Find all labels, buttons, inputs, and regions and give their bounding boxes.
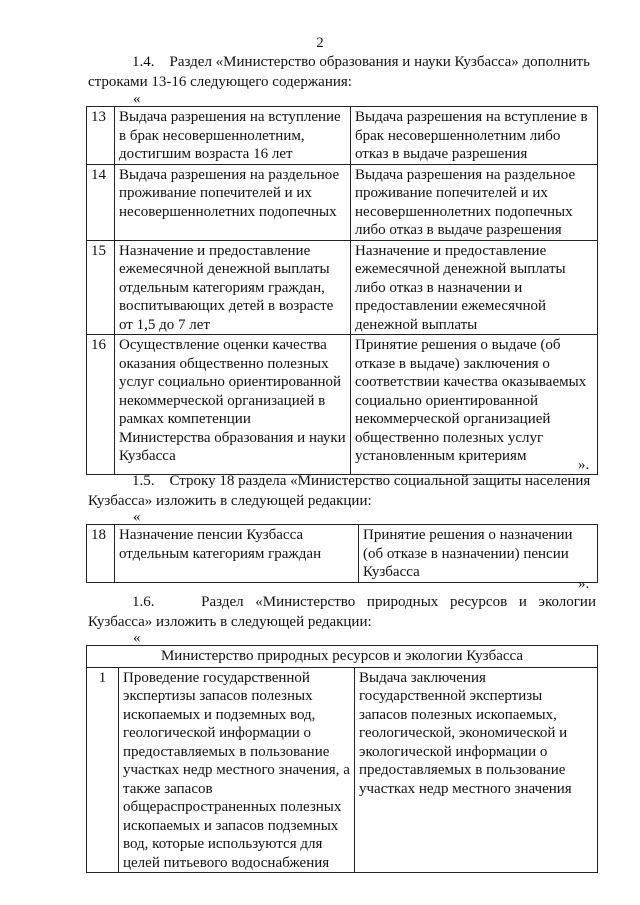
table-row xyxy=(87,240,598,335)
result-cell: Выдача разрешения на вступление в брак несовершеннолетним либо отказ в выдаче разрешения xyxy=(351,107,598,165)
row-number: 1 xyxy=(87,667,119,873)
section-1-4-line1: 1.4. Раздел «Министерство образования и науки Кузбасса» дополнить xyxy=(132,54,590,70)
section-1-5-paragraph xyxy=(88,471,596,511)
service-cell: Выдача разрешения на раздельное проживание попечителей и их несовершеннолетних подопечных xyxy=(115,164,351,240)
row-number: 18 xyxy=(87,525,115,583)
table-row xyxy=(87,525,598,583)
table-row xyxy=(87,335,598,475)
table-row xyxy=(87,164,598,240)
row-number: 14 xyxy=(87,164,115,240)
result-cell: Назначение и предоставление ежемесячной денежной выплаты либо отказ в назначении и предоставлении ежемесячной денежной выплаты xyxy=(351,240,598,335)
row-number: 13 xyxy=(87,107,115,165)
page-number: 2 xyxy=(316,35,324,51)
open-quote: « xyxy=(133,509,141,525)
row-number: 16 xyxy=(87,335,115,475)
result-cell: Принятие решения о выдаче (об отказе в выдаче) заключения о соответствии качества оказываемых социально ориентированной некоммерческой организацией общественно полезных услуг установленным критериям xyxy=(351,335,598,475)
result-cell: Выдача разрешения на раздельное проживание попечителей и их несовершеннолетних подопечных либо отказ в выдаче разрешения xyxy=(351,164,598,240)
close-quote: ». xyxy=(578,576,590,592)
table-section-1-4 xyxy=(86,106,598,475)
service-cell: Выдача разрешения на вступление в брак несовершеннолетним, достигшим возраста 16 лет xyxy=(115,107,351,165)
table-row xyxy=(87,107,598,165)
service-cell: Назначение пенсии Кузбасса отдельным категориям граждан xyxy=(115,525,359,583)
section-1-5-line2: Кузбасса» изложить в следующей редакции: xyxy=(88,493,372,509)
table-row xyxy=(87,667,598,873)
result-cell: Выдача заключения государственной экспертизы запасов полезных ископаемых, геологической, экономической и экологической информации о предоставляемых в пользование участках недр местного значения xyxy=(355,667,598,873)
table-header-row xyxy=(87,646,598,668)
open-quote: « xyxy=(133,91,141,107)
section-1-4-paragraph xyxy=(88,52,596,92)
result-cell: Принятие решения о назначении (об отказе в назначении) пенсии Кузбасса xyxy=(359,525,598,583)
row-number: 15 xyxy=(87,240,115,335)
section-1-6-line1: 1.6. Раздел «Министерство природных ресурсов и экологии xyxy=(132,594,596,610)
section-1-6-paragraph xyxy=(88,592,596,632)
open-quote: « xyxy=(133,630,141,646)
table-section-1-5 xyxy=(86,524,598,583)
table-section-1-6 xyxy=(86,645,598,873)
service-cell: Осуществление оценки качества оказания общественно полезных услуг социально ориентированной некоммерческой организацией в рамках компетенции Министерства образования и науки Кузбасса xyxy=(115,335,351,475)
close-quote: ». xyxy=(578,457,590,473)
section-1-5-line1: 1.5. Строку 18 раздела «Министерство социальной защиты населения xyxy=(132,473,591,489)
service-cell: Назначение и предоставление ежемесячной денежной выплаты отдельным категориям граждан, воспитывающих детей в возрасте от 1,5 до 7 лет xyxy=(115,240,351,335)
section-1-4-line2: строками 13-16 следующего содержания: xyxy=(88,74,352,90)
table-header: Министерство природных ресурсов и экологии Кузбасса xyxy=(87,646,598,668)
section-1-6-line2: Кузбасса» изложить в следующей редакции: xyxy=(88,614,372,630)
service-cell: Проведение государственной экспертизы запасов полезных ископаемых и подземных вод, геологической информации о предоставляемых в пользование участках недр местного значения, а также запасов общераспространенных полезных ископаемых и запасов подземных вод, которые используются для целей питьевого водоснабжения xyxy=(119,667,355,873)
